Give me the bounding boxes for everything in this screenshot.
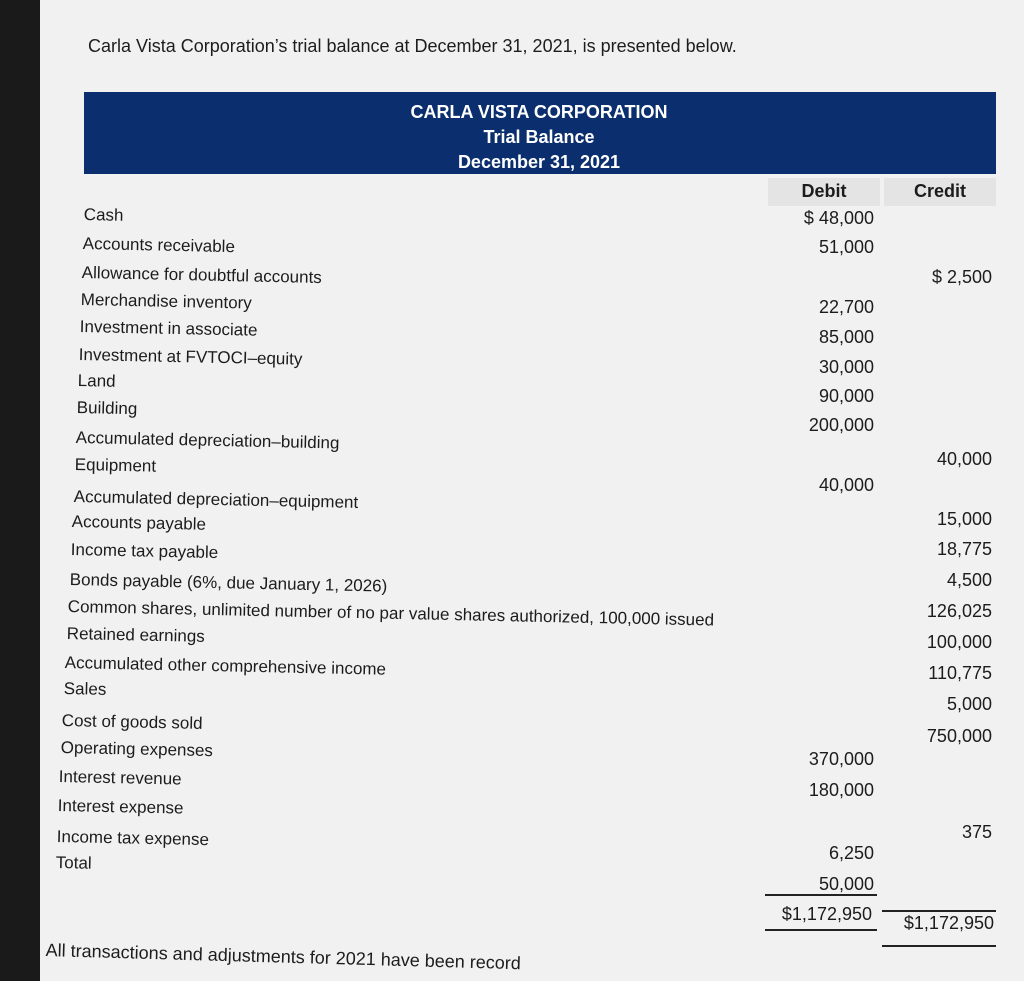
debit-amount: $ 48,000 bbox=[803, 208, 874, 228]
account-label: Interest expense bbox=[57, 796, 184, 818]
account-label: Building bbox=[76, 398, 138, 419]
account-label: Merchandise inventory bbox=[80, 290, 252, 313]
account-label: Retained earnings bbox=[66, 624, 205, 646]
credit-amount: 5,000 bbox=[946, 694, 992, 714]
account-label: Investment in associate bbox=[79, 317, 258, 340]
footer-text: All transactions and adjustments for 2021 have been record bbox=[45, 940, 522, 974]
account-label: Allowance for doubtful accounts bbox=[81, 263, 322, 288]
credit-amount: 40,000 bbox=[936, 449, 992, 469]
account-label: Investment at FVTOCI–equity bbox=[78, 345, 303, 369]
account-label: Total bbox=[55, 853, 92, 873]
credit-amount: 126,025 bbox=[926, 601, 992, 621]
debit-amount: 40,000 bbox=[818, 475, 874, 495]
intro-text: Carla Vista Corporation’s trial balance at December 31, 2021, is presented below. bbox=[88, 36, 737, 56]
account-label: Accounts payable bbox=[71, 512, 207, 534]
debit-amount: 90,000 bbox=[818, 386, 874, 406]
account-label: Accounts receivable bbox=[82, 234, 236, 257]
debit-amount: 30,000 bbox=[818, 357, 874, 377]
account-label: Cash bbox=[83, 205, 124, 225]
credit-amount: 100,000 bbox=[926, 632, 992, 652]
statement-title: Trial Balance bbox=[483, 127, 595, 147]
company-name: CARLA VISTA CORPORATION bbox=[410, 102, 668, 122]
debit-amount: 22,700 bbox=[818, 297, 874, 317]
account-label: Income tax payable bbox=[70, 540, 219, 563]
credit-amount: $ 2,500 bbox=[931, 267, 992, 287]
credit-total-double-rule bbox=[882, 945, 996, 947]
debit-amount: $1,172,950 bbox=[781, 904, 872, 924]
credit-amount: $1,172,950 bbox=[903, 913, 994, 933]
debit-amount: 85,000 bbox=[818, 327, 874, 347]
account-label: Bonds payable (6%, due January 1, 2026) bbox=[69, 570, 388, 596]
credit-amount: 750,000 bbox=[926, 726, 992, 746]
statement-date: December 31, 2021 bbox=[457, 152, 621, 172]
account-label: Cost of goods sold bbox=[61, 711, 203, 733]
debit-amount: 51,000 bbox=[818, 237, 874, 257]
account-label: Interest revenue bbox=[58, 767, 182, 789]
credit-amount: 110,775 bbox=[928, 663, 992, 683]
account-label: Accumulated other comprehensive income bbox=[64, 653, 387, 679]
credit-amount: 375 bbox=[961, 822, 992, 842]
credit-amount: 18,775 bbox=[936, 539, 992, 559]
account-label: Income tax expense bbox=[56, 827, 210, 850]
debit-total-double-rule bbox=[765, 929, 877, 931]
debit-amount: 200,000 bbox=[808, 415, 874, 435]
credit-amount: 4,500 bbox=[946, 570, 992, 590]
credit-amount: 15,000 bbox=[936, 509, 992, 529]
account-label: Equipment bbox=[74, 455, 157, 476]
account-label: Accumulated depreciation–building bbox=[75, 428, 340, 453]
credit-column-header: Credit bbox=[884, 178, 996, 206]
debit-amount: 50,000 bbox=[818, 874, 874, 894]
account-label: Accumulated depreciation–equipment bbox=[73, 487, 359, 512]
account-label: Land bbox=[77, 371, 116, 391]
debit-amount: 370,000 bbox=[808, 749, 874, 769]
account-label: Operating expenses bbox=[60, 738, 214, 761]
account-label: Sales bbox=[63, 679, 107, 699]
credit-total-rule bbox=[882, 910, 996, 912]
debit-column-header: Debit bbox=[768, 178, 880, 206]
account-label: Common shares, unlimited number of no par value shares authorized, 100,000 issued bbox=[67, 597, 715, 630]
debit-amount: 6,250 bbox=[828, 843, 874, 863]
debit-amount: 180,000 bbox=[808, 780, 874, 800]
trial-balance-header bbox=[84, 92, 996, 174]
debit-total-rule bbox=[765, 894, 877, 896]
